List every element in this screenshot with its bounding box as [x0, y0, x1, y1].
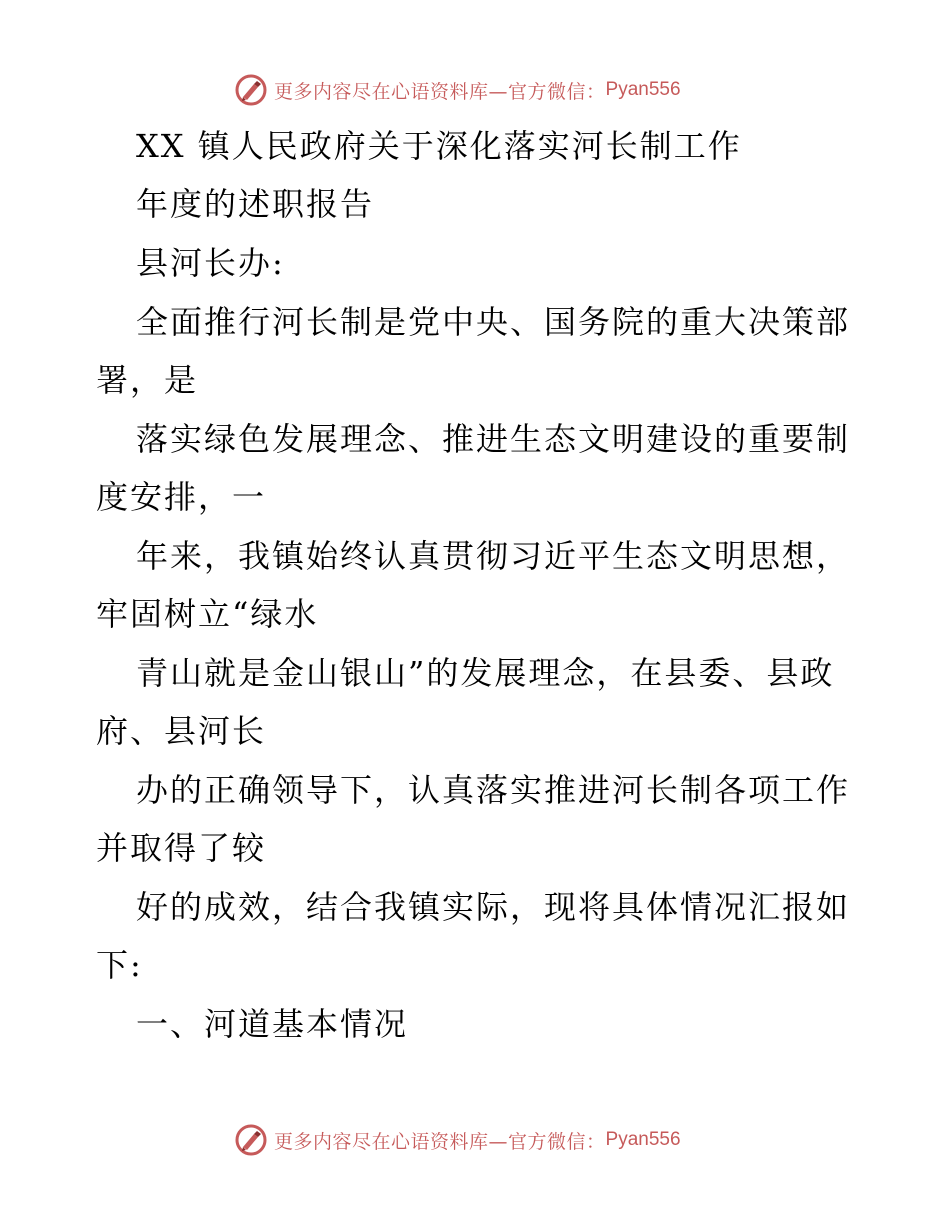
paragraph-line: 全面推行河长制是党中央、国务院的重大决策部 [136, 303, 851, 341]
pen-logo-icon [234, 1123, 268, 1157]
document-title-line-2: 年度的述职报告 [136, 185, 375, 223]
watermark-text: 更多内容尽在心语资料库—官方微信： [274, 80, 606, 103]
header-watermark [234, 72, 681, 108]
footer-watermark [234, 1122, 681, 1158]
paragraph-line: 下: [96, 946, 143, 984]
paragraph-line: 度安排，一 [96, 478, 267, 516]
paragraph-line: 办的正确领导下，认真落实推进河长制各项工作 [136, 771, 851, 809]
paragraph-line: 并取得了较 [96, 829, 267, 867]
paragraph-line: 青山就是金山银山”的发展理念，在县委、县政 [136, 654, 835, 692]
paragraph-line: 好的成效，结合我镇实际，现将具体情况汇报如 [136, 888, 851, 926]
paragraph-line: 牢固树立“绿水 [96, 595, 319, 633]
paragraph-line: 署，是 [96, 361, 199, 399]
watermark-text: 更多内容尽在心语资料库—官方微信： [274, 1130, 606, 1153]
paragraph-line: 年来，我镇始终认真贯彻习近平生态文明思想， [136, 537, 851, 575]
pen-logo-icon [234, 73, 268, 107]
paragraph-line: 落实绿色发展理念、推进生态文明建设的重要制 [136, 420, 851, 458]
watermark-contact: Pyan556 [605, 1129, 681, 1150]
recipient-line: 县河长办: [136, 244, 285, 282]
watermark-contact: Pyan556 [605, 79, 681, 100]
paragraph-line: 府、县河长 [96, 712, 267, 750]
document-title-line-1: XX 镇人民政府关于深化落实河长制工作 [136, 127, 742, 165]
section-heading: 一、河道基本情况 [136, 1005, 409, 1043]
